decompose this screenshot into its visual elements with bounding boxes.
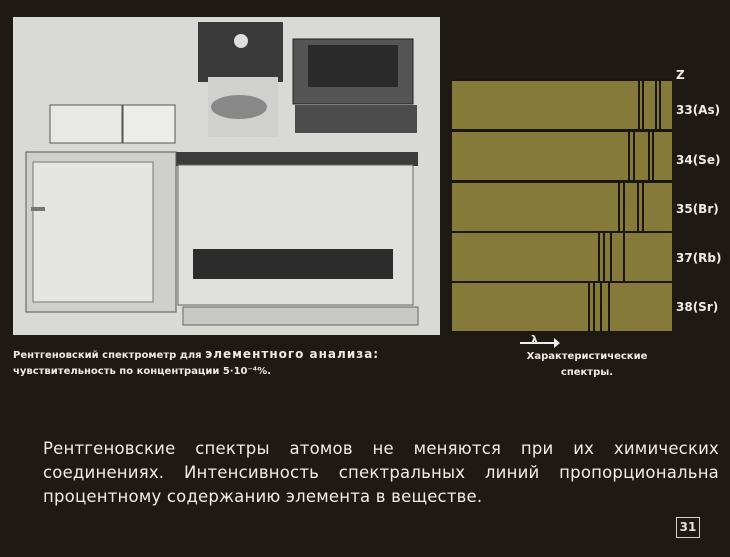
photo-caption-line2: чувствительность по концентрации 5·10⁻⁴%. — [13, 366, 271, 377]
spectra-caption — [517, 349, 657, 381]
element-label-rb: 37(Rb) — [676, 251, 722, 265]
spectrum-band-br — [452, 183, 672, 231]
photo-caption — [13, 346, 453, 380]
spectrum-band-as — [452, 81, 672, 129]
main-text: Рентгеновские спектры атомов не меняются при их химических соединениях. Интенсивность спектральных линий пропорциональна процентному содержанию элемента в веществе. — [43, 439, 719, 506]
spectrum-band-se — [452, 132, 672, 180]
element-label-br: 35(Br) — [676, 202, 719, 216]
element-label-as: 33(As) — [676, 103, 721, 117]
wavelength-arrow — [520, 342, 556, 344]
wavelength-symbol: λ — [531, 333, 538, 346]
spectrometer-photo — [13, 17, 440, 335]
spectra-panel — [452, 79, 672, 332]
photo-caption-emphasis: элементного анализа: — [205, 347, 380, 361]
element-label-sr: 38(Sr) — [676, 300, 719, 314]
page-number: 31 — [676, 517, 700, 538]
spectra-caption-line1: Характеристические — [526, 351, 648, 362]
spectrum-band-sr — [452, 283, 672, 331]
spectra-caption-line2: спектры. — [560, 367, 614, 378]
element-label-se: 34(Se) — [676, 153, 721, 167]
photo-caption-line1: Рентгеновский спектрометр для — [13, 350, 202, 361]
z-axis-label: Z — [676, 68, 685, 82]
spectrometer-illustration — [13, 17, 440, 335]
spectrum-band-rb — [452, 233, 672, 281]
